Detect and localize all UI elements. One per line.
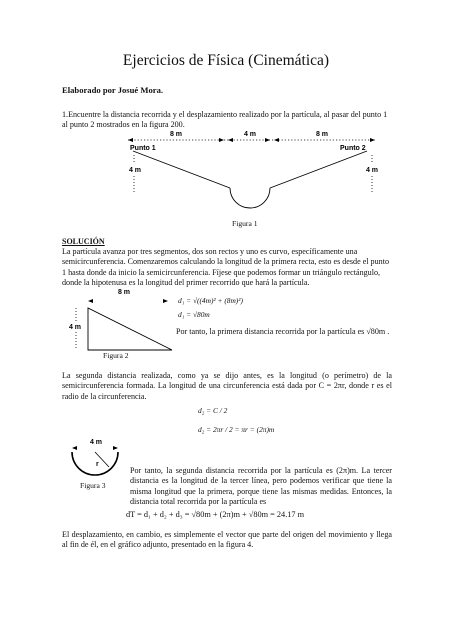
figure-1-label-8m-left: 8 m bbox=[169, 131, 183, 138]
figure-3-caption: Figura 3 bbox=[80, 481, 106, 490]
figure-3-diagram bbox=[62, 436, 122, 484]
solution-paragraph-3: Por tanto, la segunda distancia recorrida por la partícula es (2π)m. La tercer distancia es la longitud de la tercer línea, pero podemos verificar que tiene la misma longitud que la primera, porque tiene las mismas medidas. Entonces, la distancia total recorrida por la partícula es bbox=[130, 466, 392, 506]
author-line: Elaborado por Josué Mora. bbox=[62, 85, 164, 95]
solution-paragraph-4: El desplazamiento, en cambio, es simplemente el vector que parte del origen del movimiento y llega al fin de él, en el gráfico adjunto, presentado en la figura 4. bbox=[62, 530, 392, 550]
figure-1-height-right: 4 m bbox=[365, 167, 379, 174]
figure-2-label-top: 8 m bbox=[117, 289, 131, 296]
page-title: Ejercicios de Física (Cinemática) bbox=[122, 52, 330, 69]
figure-2-caption: Figura 2 bbox=[103, 351, 129, 360]
figure-2-label-side: 4 m bbox=[68, 324, 82, 331]
figure-1-label-4m: 4 m bbox=[243, 131, 257, 138]
figure-1-caption: Figura 1 bbox=[232, 219, 258, 228]
figure-1-point-2: Punto 2 bbox=[340, 145, 366, 152]
equation-d2-c: d₂ = C / 2 bbox=[198, 406, 228, 415]
figure-1-height-left: 4 m bbox=[128, 167, 142, 174]
figure-1-point-1: Punto 1 bbox=[130, 145, 156, 152]
figure-2-diagram bbox=[62, 288, 177, 360]
equation-d2-result: d₂ = 2πr / 2 = πr = (2π)m bbox=[198, 425, 275, 434]
figure-1-label-8m-right: 8 m bbox=[315, 131, 329, 138]
equation-d1-pythagoras: d₁ = √((4m)² + (8m)²) bbox=[178, 296, 243, 305]
figure-1-diagram bbox=[100, 128, 400, 224]
exercise-statement: 1.Encuentre la distancia recorrida y el desplazamiento realizado por la partícula, al pasar del punto 1 al punto 2 mostrados en la figura 200. bbox=[62, 110, 388, 130]
first-distance-paragraph: Por tanto, la primera distancia recorrida por la partícula es √80m . bbox=[176, 327, 390, 336]
solution-heading: SOLUCIÓN bbox=[62, 237, 105, 246]
solution-paragraph-2: La segunda distancia realizada, como ya se dijo antes, es la longitud (o perímetro) de la semicircunferencia formada. La longitud de una circunferencia está dada por C = 2πr, donde r es el radio de la circunferencia. bbox=[62, 371, 392, 401]
equation-total-distance: dT = d₁ + d₂ + d₃ = √80m + (2π)m + √80m = 24.17 m bbox=[126, 510, 305, 519]
solution-paragraph-1: La partícula avanza por tres segmentos, dos son rectos y uno es curvo, específicamente una semicircunferencia. Comenzaremos calculando la longitud de la primera recta, esto es desde el punto 1 hasta donde da inicio la semicircunferencia. Fíjese que podemos formar un triángulo rectángulo, donde la hipotenusa es la longitud del primer recorrido que hará la partícula. bbox=[62, 247, 389, 287]
equation-d1-result: d₁ = √80m bbox=[178, 310, 210, 319]
figure-3-label-r: r bbox=[96, 461, 99, 468]
figure-3-label-top: 4 m bbox=[89, 439, 103, 446]
